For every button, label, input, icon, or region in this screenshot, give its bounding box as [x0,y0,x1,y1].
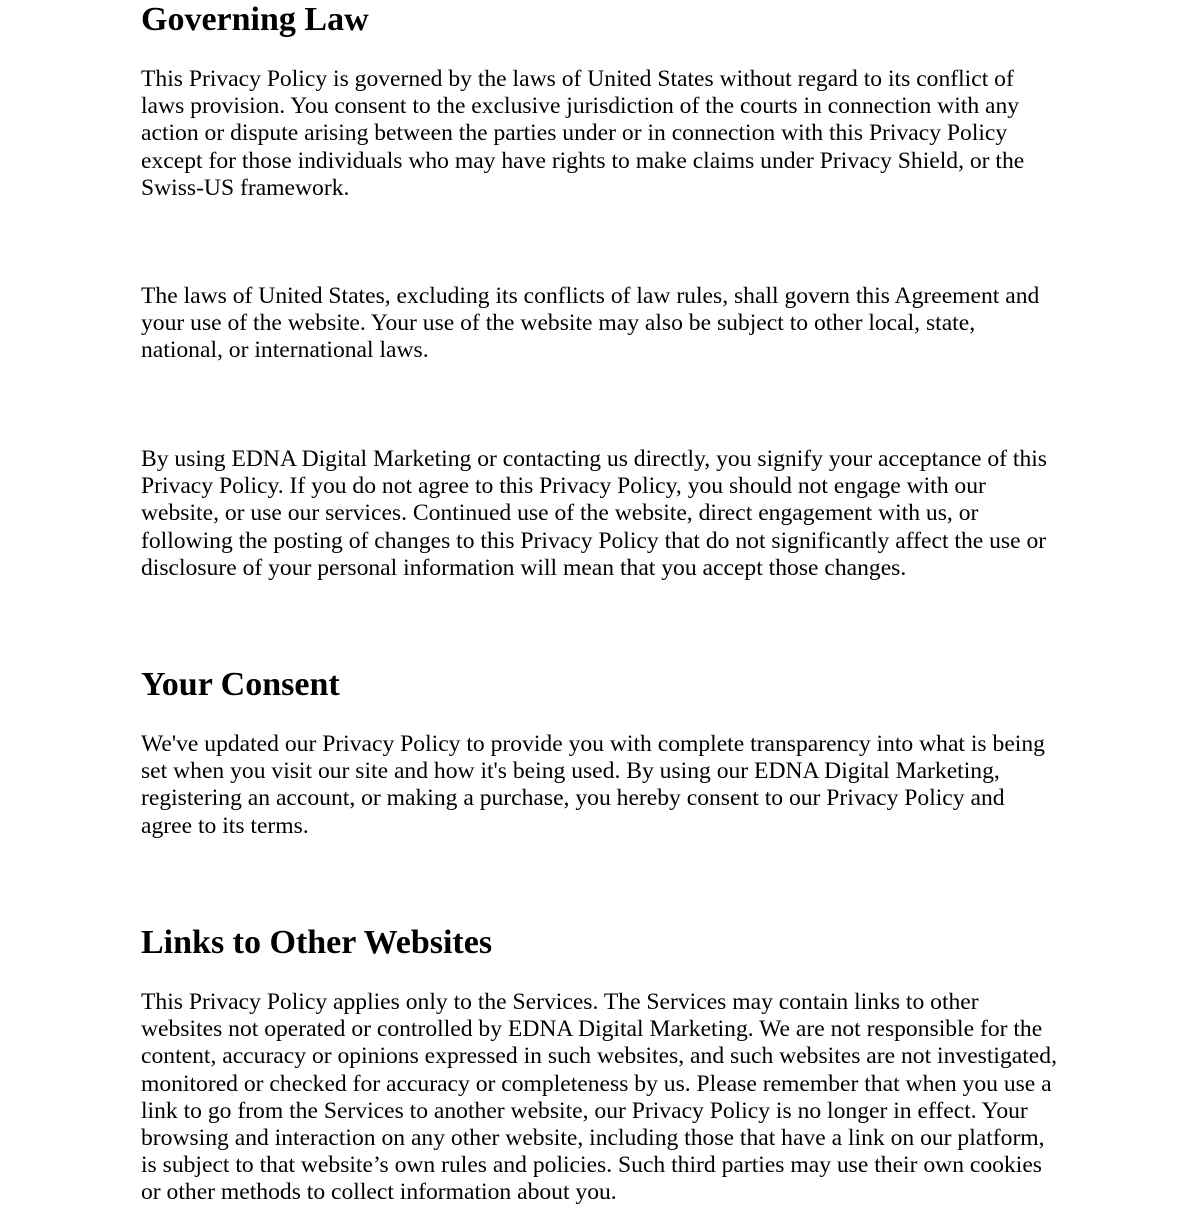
heading-your-consent: Your Consent [141,666,340,703]
text-line: This Privacy Policy is governed by the laws of United States without regard to its conflict of [141,66,1014,92]
text-line: We've updated our Privacy Policy to provide you with complete transparency into what is being [141,731,1045,757]
text-line: action or dispute arising between the parties under or in connection with this Privacy Policy [141,120,1008,147]
paragraph-governing-law-2 [141,283,1039,365]
paragraph-governing-law-1 [141,66,1024,202]
text-line: laws provision. You consent to the exclusive jurisdiction of the courts in connection with any [141,93,1020,120]
text-line: is subject to that website’s own rules and policies. Such third parties may use their own cookies [141,1152,1042,1179]
text-line: set when you visit our site and how it's being used. By using our EDNA Digital Marketing, [141,758,1000,785]
paragraph-links-to-other-websites [141,989,1057,1207]
text-line: Privacy Policy. If you do not agree to this Privacy Policy, you should not engage with our [141,473,986,500]
text-line: except for those individuals who may have rights to make claims under Privacy Shield, or the [141,147,1025,174]
heading-governing-law: Governing Law [141,1,369,38]
text-line: browsing and interaction on any other website, including those that have a link on our platform, [141,1125,1045,1152]
paragraph-governing-law-3 [141,446,1047,582]
text-line: registering an account, or making a purchase, you hereby consent to our Privacy Policy and [141,785,1005,812]
text-line: national, or international laws. [141,337,429,364]
paragraph-your-consent [141,731,1045,840]
text-line: By using EDNA Digital Marketing or contacting us directly, you signify your acceptance of this [141,446,1047,472]
text-line: or other methods to collect information about you. [141,1179,617,1206]
text-line: following the posting of changes to this Privacy Policy that do not significantly affect the use or [141,527,1047,554]
text-line: content, accuracy or opinions expressed in such websites, and such websites are not investigated, [141,1043,1057,1070]
text-line: agree to its terms. [141,812,309,839]
text-line: link to go from the Services to another website, our Privacy Policy is no longer in effect. Your [141,1097,1028,1124]
heading-links-to-other-websites: Links to Other Websites [141,924,493,961]
text-line: your use of the website. Your use of the website may also be subject to other local, state, [141,310,976,337]
text-line: website, or use our services. Continued use of the website, direct engagement with us, or [141,500,979,527]
text-line: Swiss-US framework. [141,174,350,201]
text-line: This Privacy Policy applies only to the Services. The Services may contain links to other [141,989,979,1015]
text-line: monitored or checked for accuracy or completeness by us. Please remember that when you use a [141,1070,1052,1097]
text-line: websites not operated or controlled by EDNA Digital Marketing. We are not responsible for the [141,1016,1043,1043]
text-line: The laws of United States, excluding its conflicts of law rules, shall govern this Agreement and [141,283,1040,309]
text-line: disclosure of your personal information will mean that you accept those changes. [141,554,907,581]
